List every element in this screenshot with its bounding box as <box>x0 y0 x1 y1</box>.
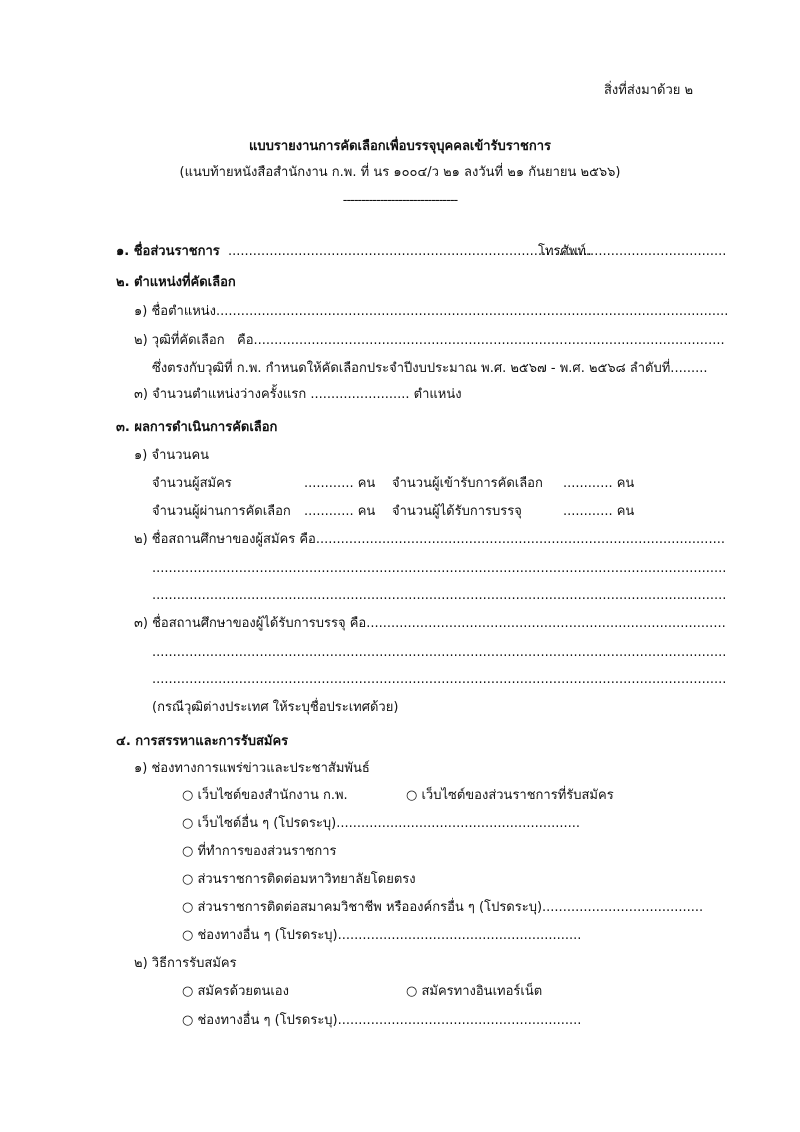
applicant-institution-field[interactable]: ๒) ชื่อสถานศึกษาของผู้สมัคร คือ................................................................................................... <box>134 532 725 547</box>
passed-label: จำนวนผู้ผ่านการคัดเลือก <box>152 504 291 519</box>
candidates-label: จำนวนผู้เข้ารับการคัดเลือก <box>392 476 543 491</box>
channels-label: ๑) ช่องทางการแพร่ข่าวและประชาสัมพันธ์ <box>134 761 370 776</box>
candidates-field[interactable]: ............ คน <box>563 476 635 491</box>
channel-association-option[interactable]: ○ ส่วนราชการติดต่อสมาคมวิชาชีพ หรือองค์กรอื่น ๆ (โปรดระบุ)....................................... <box>182 900 704 915</box>
method-self-option[interactable]: ○ สมัครด้วยตนเอง <box>182 984 289 999</box>
foreign-degree-note: (กรณีวุฒิต่างประเทศ ให้ระบุชื่อประเทศด้วย) <box>152 700 399 715</box>
document-title: แบบรายงานการคัดเลือกเพื่อบรรจุบุคคลเข้ารับราชการ <box>248 139 552 154</box>
section-3-heading: ๓. ผลการดำเนินการคัดเลือก <box>116 420 278 435</box>
appointee-institution-line-3[interactable]: ........................................................................................................................................... <box>152 672 727 687</box>
application-method-label: ๒) วิธีการรับสมัคร <box>134 956 237 971</box>
section-4-heading: ๔. การสรรหาและการรับสมัคร <box>116 734 289 749</box>
section-2-heading: ๒. ตำแหน่งที่คัดเลือก <box>116 275 236 290</box>
appointee-institution-field[interactable]: ๓) ชื่อสถานศึกษาของผู้ได้รับการบรรจุ คือ....................................................................................... <box>134 616 726 631</box>
channel-other-website-option[interactable]: ○ เว็บไซต์อื่น ๆ (โปรดระบุ)........................................................... <box>182 816 581 831</box>
method-internet-option[interactable]: ○ สมัครทางอินเทอร์เน็ต <box>406 984 543 999</box>
enclosure-label: สิ่งที่ส่งมาด้วย ๒ <box>604 83 694 98</box>
applicant-institution-line-2[interactable]: ........................................................................................................................................... <box>152 561 727 576</box>
agency-name-field[interactable]: ........................................................................................ <box>228 244 592 259</box>
channel-ocsc-website-option[interactable]: ○ เว็บไซต์ของสำนักงาน ก.พ. <box>182 788 348 803</box>
document-subtitle: (แนบท้ายหนังสือสำนักงาน ก.พ. ที่ นร ๑๐๐๔/ว ๒๑ ลงวันที่ ๒๑ กันยายน ๒๕๖๖) <box>179 165 621 180</box>
title-separator: ------------------------------- <box>342 193 458 208</box>
phone-field[interactable]: โทรศัพท์.................................. <box>538 244 727 259</box>
qualification-field[interactable]: ๒) วุฒิที่คัดเลือก คือ.................................................................................................................. <box>134 333 725 348</box>
applicant-institution-line-3[interactable]: ........................................................................................................................................... <box>152 588 727 603</box>
channel-agency-website-option[interactable]: ○ เว็บไซต์ของส่วนราชการที่รับสมัคร <box>406 788 614 803</box>
channel-university-option[interactable]: ○ ส่วนราชการติดต่อมหาวิทยาลัยโดยตรง <box>182 872 416 887</box>
position-name-field[interactable]: ๑) ชื่อตำแหน่ง............................................................................................................................ <box>134 304 729 319</box>
applicants-field[interactable]: ............ คน <box>304 476 376 491</box>
appointee-institution-line-2[interactable]: ........................................................................................................................................... <box>152 645 727 660</box>
qualification-reference-field[interactable]: ซึ่งตรงกับวุฒิที่ ก.พ. กำหนดให้คัดเลือกประจำปีงบประมาณ พ.ศ. ๒๕๖๗ - พ.ศ. ๒๕๖๘ ลำดับที่......... <box>152 361 708 376</box>
headcount-label: ๑) จำนวนคน <box>134 448 210 463</box>
section-1-label: ๑. ชื่อส่วนราชการ <box>116 244 220 259</box>
channel-other-option[interactable]: ○ ช่องทางอื่น ๆ (โปรดระบุ)........................................................... <box>182 928 582 943</box>
appointed-label: จำนวนผู้ได้รับการบรรจุ <box>392 504 522 519</box>
appointed-field[interactable]: ............ คน <box>563 504 635 519</box>
method-other-option[interactable]: ○ ช่องทางอื่น ๆ (โปรดระบุ)........................................................... <box>182 1013 582 1028</box>
vacancy-count-field[interactable]: ๓) จำนวนตำแหน่งว่างครั้งแรก ........................ ตำแหน่ง <box>134 387 462 402</box>
channel-agency-office-option[interactable]: ○ ที่ทำการของส่วนราชการ <box>182 844 337 859</box>
passed-field[interactable]: ............ คน <box>304 504 376 519</box>
applicants-label: จำนวนผู้สมัคร <box>152 476 232 491</box>
